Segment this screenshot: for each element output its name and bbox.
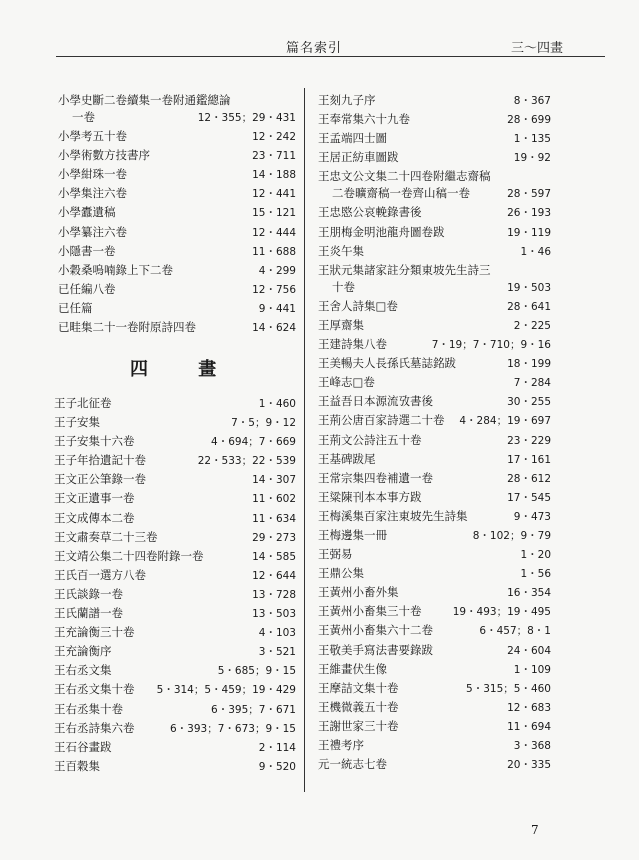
entry-reference: 1・109 — [513, 663, 551, 676]
index-entry — [318, 298, 551, 317]
entry-title: 王忠愍公哀輓錄書後 — [318, 205, 422, 220]
index-entry — [54, 605, 296, 624]
entry-title: 已畦集二十一卷附原詩四卷 — [58, 320, 196, 335]
entry-title: 十卷 — [332, 279, 355, 294]
entry-reference: 19・503 — [507, 281, 551, 294]
index-entry — [318, 224, 551, 243]
entry-title: 小學術數方技書序 — [58, 148, 150, 163]
entry-title: 王狀元集諸家註分類東坡先生詩三 — [318, 262, 491, 277]
entry-title: 小學紺珠一卷 — [58, 167, 127, 182]
entry-title: 王氏蘭譜一卷 — [54, 606, 123, 621]
entry-title: 王梅溪集百家注東坡先生詩集 — [318, 508, 468, 523]
index-entry — [318, 374, 551, 393]
entry-reference: 11・602 — [252, 493, 296, 506]
entry-title: 王居正紡車圖跋 — [318, 150, 399, 165]
entry-title: 王維畫伏生像 — [318, 661, 387, 676]
entry-title: 王峰志□卷 — [318, 375, 375, 390]
entry-reference: 13・503 — [252, 608, 296, 621]
index-entry — [318, 393, 551, 412]
entry-title: 王奉常集六十九卷 — [318, 112, 410, 127]
entry-reference: 4・694；7・669 — [211, 436, 296, 449]
entry-reference: 12・644 — [252, 569, 296, 582]
entry-title: 王基碑跋尾 — [318, 451, 376, 466]
left-column-top-entries — [58, 92, 296, 338]
entry-title: 王刻九子序 — [318, 93, 376, 107]
index-entry — [318, 168, 551, 185]
index-entry — [318, 661, 551, 680]
entry-title: 王朋梅金明池龍舟圖卷跋 — [318, 224, 445, 239]
index-entry — [54, 414, 296, 433]
index-entry — [318, 111, 551, 130]
entry-reference: 12・242 — [252, 131, 296, 144]
entry-reference: 28・641 — [507, 300, 551, 313]
entry-title: 已任篇 — [58, 300, 93, 315]
index-entry — [54, 739, 296, 758]
entry-reference: 5・314；5・459；19・429 — [156, 684, 296, 697]
entry-reference: 19・92 — [513, 152, 551, 165]
right-column-entries — [318, 92, 551, 775]
entry-title: 王右丞詩集六卷 — [54, 720, 135, 735]
entry-title: 已任編八卷 — [58, 281, 116, 296]
index-entry — [54, 701, 296, 720]
entry-title: 王機微義五十卷 — [318, 699, 399, 714]
index-entry — [54, 395, 296, 414]
entry-reference: 22・533；22・539 — [197, 455, 296, 468]
entry-reference: 14・188 — [252, 169, 296, 182]
entry-title: 王右丞集十卷 — [54, 701, 123, 716]
index-entry — [58, 319, 296, 338]
entry-reference: 20・335 — [507, 759, 551, 772]
index-entry — [58, 185, 296, 204]
entry-reference: 14・307 — [252, 474, 296, 487]
entry-reference: 30・255 — [507, 396, 551, 409]
index-entry — [318, 92, 551, 111]
entry-title: 王益吾日本源流攷書後 — [318, 394, 433, 409]
index-entry — [58, 262, 296, 281]
index-entry — [58, 300, 296, 319]
entry-title: 王石谷畫跋 — [54, 739, 112, 754]
index-entry — [54, 452, 296, 471]
entry-title: 王子安集 — [54, 415, 100, 430]
index-entry — [318, 699, 551, 718]
entry-title: 小學史斷二卷續集一卷附通鑑總論 — [58, 93, 231, 107]
entry-title: 王子安集十六卷 — [54, 434, 135, 449]
index-entry — [318, 149, 551, 168]
index-entry — [318, 451, 551, 470]
index-entry — [318, 262, 551, 279]
index-entry — [54, 758, 296, 777]
entry-reference: 12・355；29・431 — [197, 112, 296, 124]
entry-reference: 11・634 — [252, 512, 296, 525]
entry-reference: 12・441 — [252, 188, 296, 201]
entry-reference: 29・273 — [252, 531, 296, 544]
entry-title: 王敬美手寫法書要錄跋 — [318, 642, 433, 657]
entry-reference: 1・135 — [513, 133, 551, 146]
index-entry — [318, 603, 551, 622]
entry-title: 王黃州小畜集六十二卷 — [318, 623, 433, 638]
entry-reference: 9・473 — [513, 510, 551, 523]
entry-reference: 28・612 — [507, 472, 551, 485]
entry-title: 王右丞文集 — [54, 663, 112, 678]
index-entry — [54, 529, 296, 548]
index-entry — [318, 243, 551, 262]
index-entry — [58, 92, 296, 109]
entry-reference: 17・161 — [507, 453, 551, 466]
entry-title: 王充論衡三十卷 — [54, 625, 135, 640]
index-entry — [318, 508, 551, 527]
entry-reference: 24・604 — [507, 644, 551, 657]
index-entry — [54, 510, 296, 529]
index-entry — [54, 548, 296, 567]
entry-title: 王荊文公詩注五十卷 — [318, 432, 422, 447]
entry-title: 王禮考序 — [318, 738, 364, 752]
entry-reference: 5・685；9・15 — [217, 665, 296, 678]
entry-reference: 6・393；7・673；9・15 — [170, 722, 296, 735]
index-entry — [54, 643, 296, 662]
entry-reference: 14・624 — [252, 322, 296, 335]
entry-title: 王黃州小畜外集 — [318, 585, 399, 600]
index-entry — [54, 433, 296, 452]
index-entry — [318, 317, 551, 336]
running-header-stroke-range: 三～四畫 — [511, 41, 564, 56]
index-entry — [318, 718, 551, 737]
index-entry — [54, 624, 296, 643]
index-entry — [318, 470, 551, 489]
index-entry — [58, 147, 296, 166]
entry-reference: 11・694 — [507, 720, 551, 733]
entry-reference: 1・46 — [520, 245, 551, 258]
index-entry — [54, 471, 296, 490]
entry-title: 王厚齋集 — [318, 317, 364, 332]
entry-title: 王建詩集八卷 — [318, 337, 387, 352]
index-entry — [58, 109, 296, 128]
entry-title: 王文肅奏草二十三卷 — [54, 529, 158, 544]
entry-reference: 9・520 — [258, 760, 296, 773]
entry-title: 王文靖公集二十四卷附錄一卷 — [54, 548, 204, 563]
index-entry — [54, 567, 296, 586]
left-column-bottom-entries — [54, 395, 296, 777]
entry-reference: 4・299 — [258, 264, 296, 277]
entry-title: 王舍人詩集□卷 — [318, 298, 398, 313]
entry-reference: 23・711 — [252, 150, 296, 163]
index-entry — [318, 737, 551, 756]
entry-title: 王百穀集 — [54, 758, 100, 773]
index-entry — [318, 185, 551, 204]
index-entry — [318, 130, 551, 149]
entry-reference: 12・756 — [252, 283, 296, 296]
index-entry — [58, 243, 296, 262]
entry-title: 王黃州小畜集三十卷 — [318, 604, 422, 619]
entry-title: 王謝世家三十卷 — [318, 718, 399, 733]
index-entry — [54, 720, 296, 739]
entry-title: 王氏百一選方八卷 — [54, 567, 146, 582]
entry-reference: 3・368 — [513, 740, 551, 752]
entry-reference: 19・493；19・495 — [452, 606, 551, 619]
entry-title: 小學蠹遺稿 — [58, 205, 116, 220]
index-entry — [318, 279, 551, 298]
index-entry — [318, 642, 551, 661]
index-entry — [54, 662, 296, 681]
entry-title: 王文正公筆錄一卷 — [54, 472, 146, 487]
index-entry — [54, 586, 296, 605]
entry-reference: 9・441 — [258, 302, 296, 315]
entry-reference: 7・19；7・710；9・16 — [431, 339, 551, 352]
entry-title: 王氏談錄一卷 — [54, 586, 123, 601]
entry-reference: 1・460 — [258, 398, 296, 410]
column-divider — [304, 88, 305, 792]
index-entry — [58, 128, 296, 147]
index-entry — [318, 527, 551, 546]
index-entry — [318, 680, 551, 699]
entry-title: 王摩詰文集十卷 — [318, 680, 399, 695]
index-entry — [318, 584, 551, 603]
entry-title: 元一統志七卷 — [318, 757, 387, 772]
entry-reference: 15・121 — [252, 207, 296, 220]
entry-reference: 4・103 — [258, 627, 296, 640]
entry-title: 王忠文公文集二十四卷附繼志齋稿 — [318, 169, 491, 184]
entry-reference: 5・315；5・460 — [466, 682, 551, 695]
running-header-title: 篇名索引 — [286, 41, 343, 56]
entry-title: 王文正遺事一卷 — [54, 491, 135, 506]
entry-reference: 6・395；7・671 — [211, 703, 296, 716]
entry-reference: 3・521 — [258, 646, 296, 659]
index-entry — [318, 756, 551, 775]
index-entry — [318, 432, 551, 451]
entry-reference: 18・199 — [507, 358, 551, 371]
entry-reference: 14・585 — [252, 550, 296, 563]
entry-reference: 28・597 — [507, 188, 551, 201]
entry-reference: 2・225 — [513, 319, 551, 332]
page-number: 7 — [531, 823, 539, 837]
entry-title: 王孟端四士圖 — [318, 131, 387, 146]
entry-title: 小學考五十卷 — [58, 129, 127, 144]
entry-reference: 6・457；8・1 — [479, 625, 551, 638]
entry-title: 小穀桑嗚喃錄上下二卷 — [58, 262, 173, 277]
index-entry — [318, 355, 551, 374]
header-rule — [56, 56, 605, 57]
entry-title: 王梅邊集一冊 — [318, 527, 387, 542]
entry-reference: 17・545 — [507, 491, 551, 504]
entry-title: 二卷曠齋稿一卷齊山稿一卷 — [332, 186, 470, 201]
index-entry — [318, 336, 551, 355]
entry-title: 王子北征卷 — [54, 396, 112, 410]
entry-reference: 8・367 — [513, 95, 551, 107]
entry-reference: 7・5；9・12 — [231, 417, 296, 430]
entry-reference: 1・56 — [520, 568, 551, 581]
entry-title: 王文成傳本二卷 — [54, 510, 135, 525]
index-entry — [318, 412, 551, 431]
entry-reference: 12・444 — [252, 226, 296, 239]
entry-title: 王粱陳刊本本事方跋 — [318, 489, 422, 504]
entry-title: 王子年拾遺記十卷 — [54, 453, 146, 468]
entry-reference: 1・20 — [520, 549, 551, 562]
index-entry — [318, 204, 551, 223]
entry-reference: 7・284 — [513, 377, 551, 390]
entry-reference: 11・688 — [252, 245, 296, 258]
entry-reference: 16・354 — [507, 587, 551, 600]
index-entry — [318, 565, 551, 584]
entry-reference: 28・699 — [507, 114, 551, 127]
index-entry — [58, 204, 296, 223]
entry-title: 王弼易 — [318, 547, 353, 562]
entry-title: 王充論衡序 — [54, 644, 112, 659]
entry-reference: 8・102；9・79 — [472, 529, 551, 542]
entry-title: 王常宗集四卷補遺一卷 — [318, 470, 433, 485]
index-entry — [58, 281, 296, 300]
index-entry — [58, 224, 296, 243]
entry-title: 王美暢夫人長孫氏墓誌銘跋 — [318, 356, 456, 371]
entry-reference: 13・728 — [252, 588, 296, 601]
index-entry — [318, 622, 551, 641]
section-heading-four-strokes: 四 畫 — [130, 359, 239, 380]
entry-reference: 26・193 — [507, 207, 551, 220]
index-entry — [58, 166, 296, 185]
entry-reference: 4・284；19・697 — [459, 415, 551, 428]
entry-reference: 12・683 — [507, 701, 551, 714]
entry-title: 王荊公唐百家詩選二十卷 — [318, 413, 445, 428]
entry-title: 王鼎公集 — [318, 566, 364, 581]
entry-title: 小學纂注六卷 — [58, 224, 127, 239]
entry-title: 王炎午集 — [318, 243, 364, 258]
entry-title: 王右丞文集十卷 — [54, 682, 135, 697]
entry-reference: 19・119 — [507, 226, 551, 239]
entry-title: 小隱書一卷 — [58, 243, 116, 258]
entry-reference: 23・229 — [507, 434, 551, 447]
index-entry — [54, 490, 296, 509]
entry-title: 一卷 — [72, 110, 95, 124]
entry-title: 小學集注六卷 — [58, 186, 127, 201]
index-entry — [54, 681, 296, 700]
index-entry — [318, 489, 551, 508]
index-entry — [318, 546, 551, 565]
entry-reference: 2・114 — [258, 741, 296, 754]
